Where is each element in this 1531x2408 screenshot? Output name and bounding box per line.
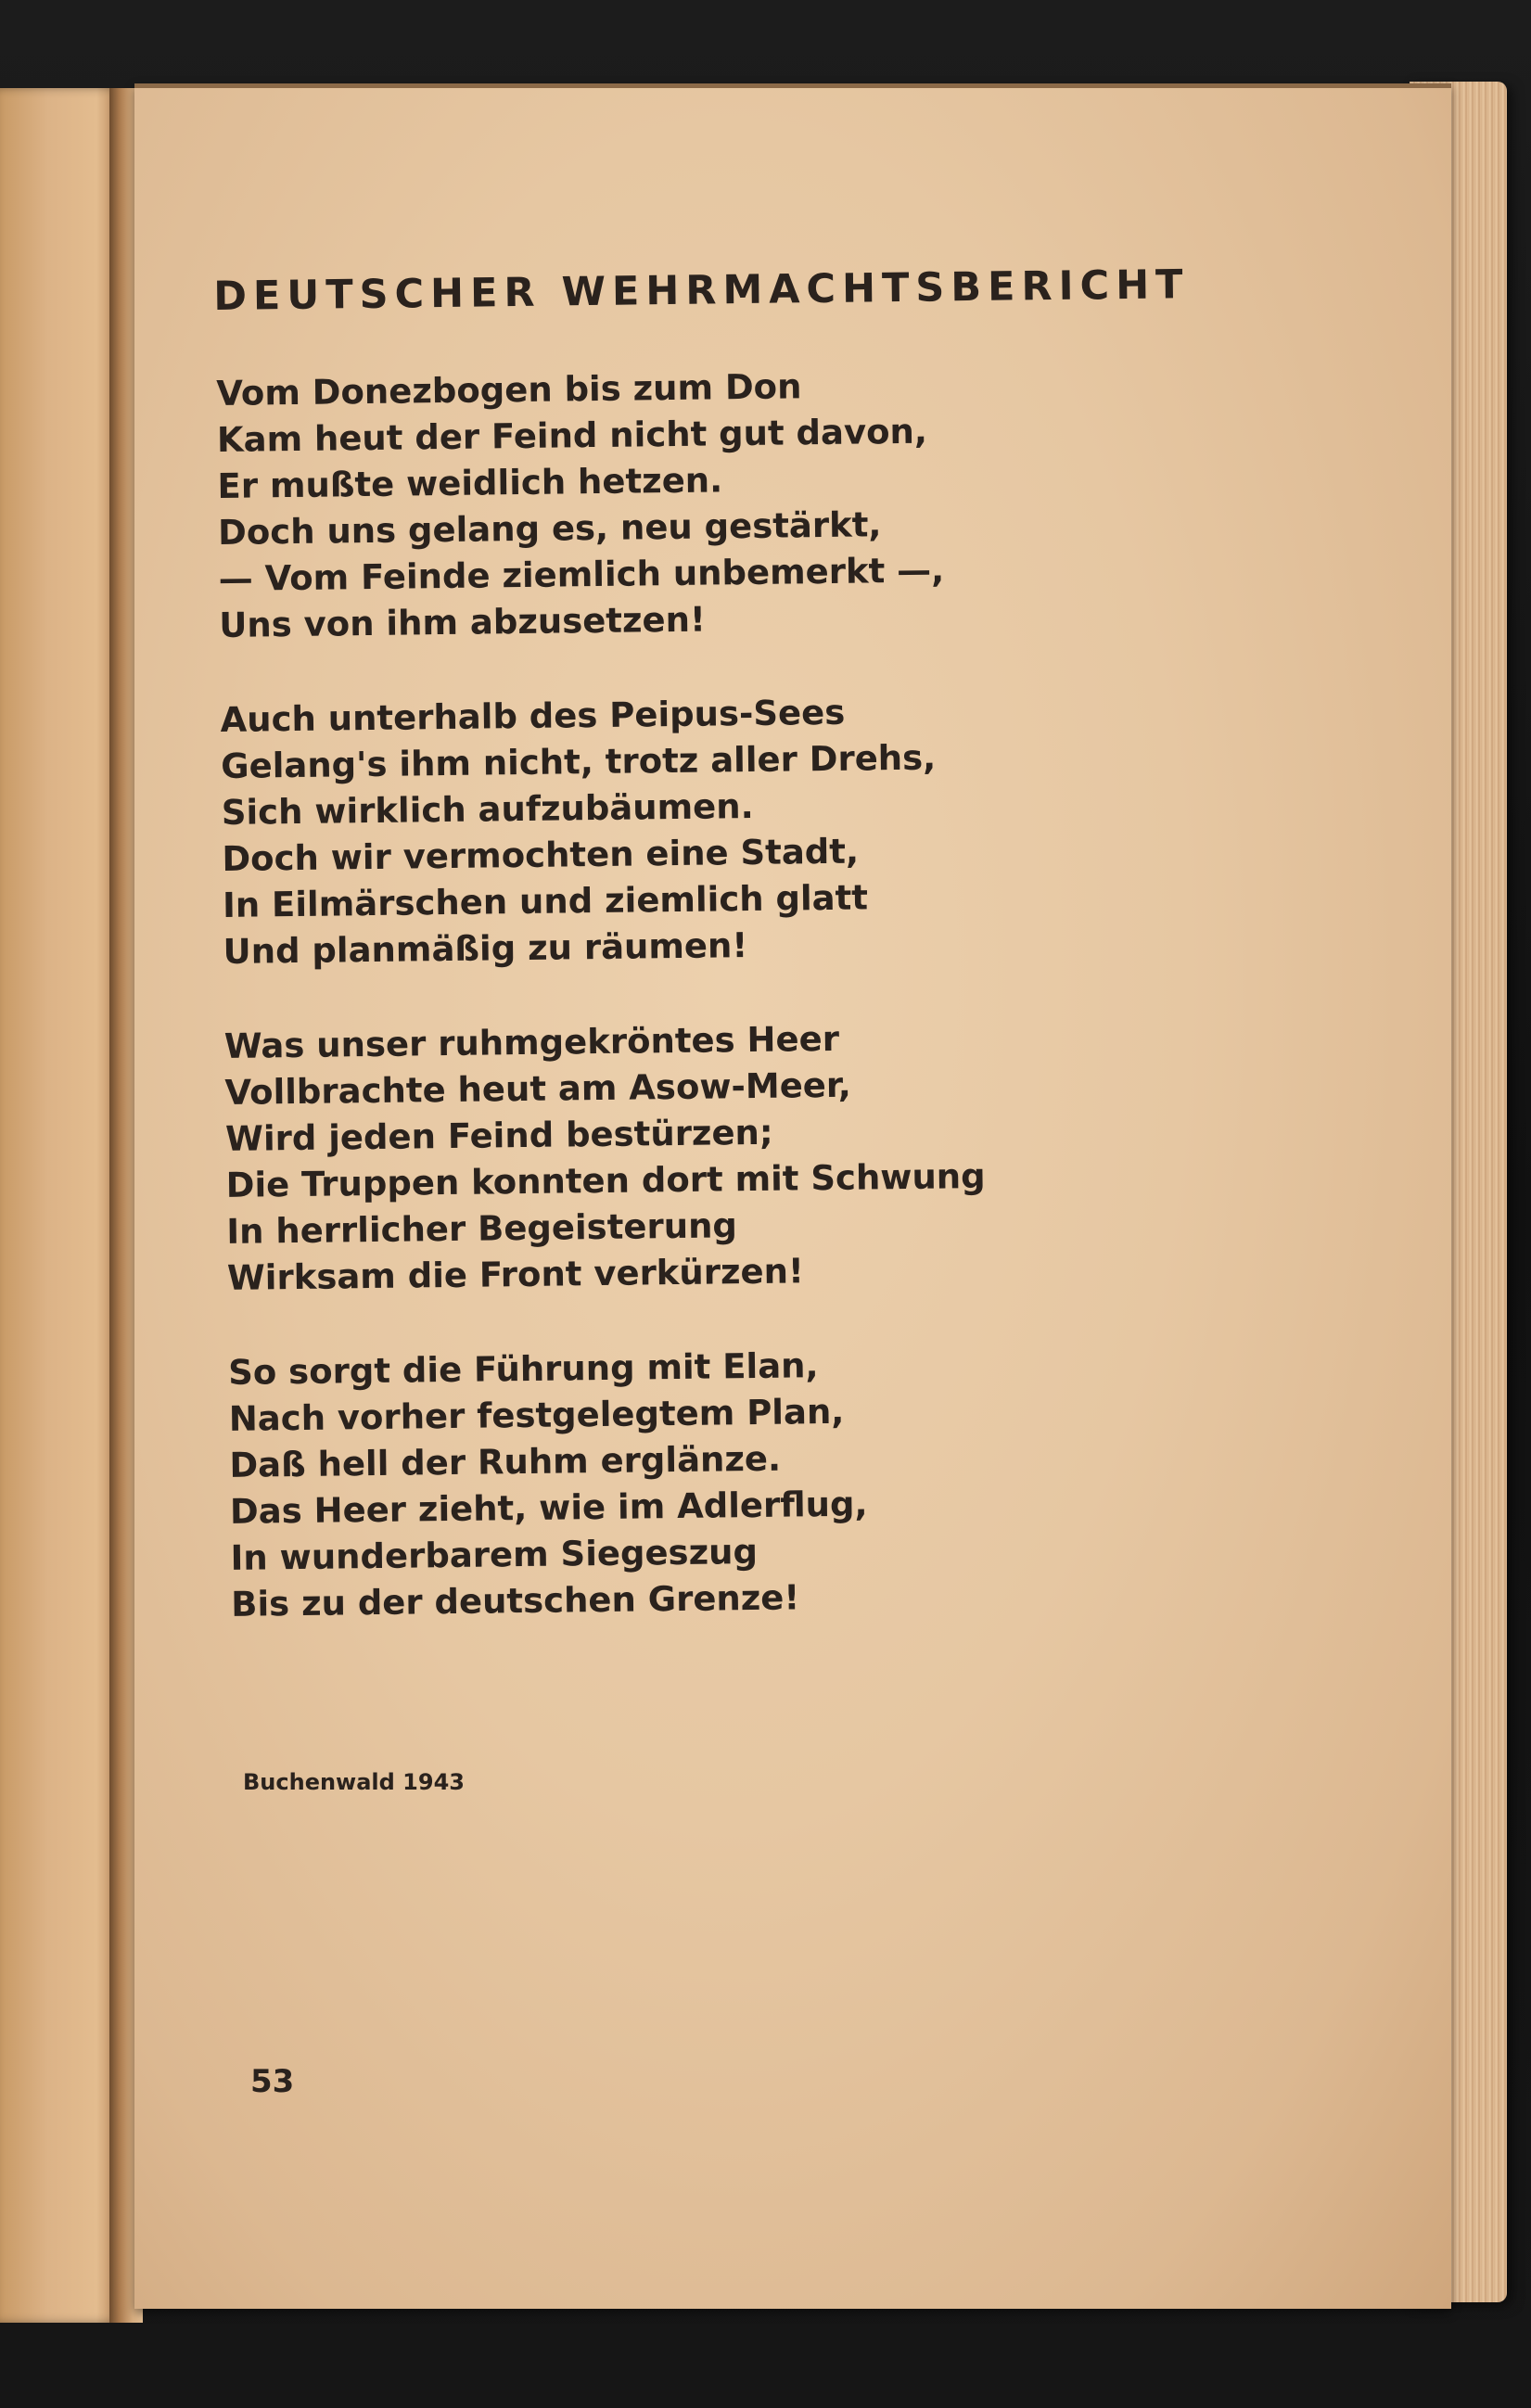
poem-line: Wird jeden Feind bestürzen; <box>224 1112 773 1159</box>
poem-line: Vom Donezbogen bis zum Don <box>216 366 802 414</box>
poem-line: Er mußte weidlich hetzen. <box>217 460 723 506</box>
poem-line: Und planmäßig zu räumen! <box>223 925 748 972</box>
stanza-4 <box>228 1336 1345 1628</box>
poem-title: DEUTSCHER WEHRMACHTSBERICHT <box>213 261 1190 320</box>
poem-line: In Eilmärschen und ziemlich glatt <box>222 877 869 925</box>
poem-line: Uns von ihm abzusetzen! <box>219 599 707 645</box>
poem-line: Gelang's ihm nicht, trotz aller Drehs, <box>220 737 937 786</box>
poem-line: Daß hell der Ruhm erglänze. <box>229 1438 782 1485</box>
poem-line: In wunderbarem Siegeszug <box>230 1531 759 1578</box>
page-number: 53 <box>250 2063 295 2100</box>
poem-line: Auch unterhalb des Peipus-Sees <box>220 692 846 740</box>
book-page <box>134 83 1451 2309</box>
poem-line: Doch uns gelang es, neu gestärkt, <box>217 504 882 553</box>
poem-line: Bis zu der deutschen Grenze! <box>230 1577 800 1624</box>
poem-line: So sorgt die Führung mit Elan, <box>227 1345 819 1393</box>
stanza-3 <box>224 1010 1341 1302</box>
poem-line: Das Heer zieht, wie im Adlerflug, <box>229 1484 868 1532</box>
poem-signature: Buchenwald 1943 <box>243 1769 465 1795</box>
poem-line: Kam heut der Feind nicht gut davon, <box>216 411 928 460</box>
stanza-2 <box>220 683 1336 975</box>
poem-line: Sich wirklich aufzubäumen. <box>221 785 754 833</box>
poem-line: Die Truppen konnten dort mit Schwung <box>225 1155 986 1205</box>
poem-line: Wirksam die Front verkürzen! <box>226 1251 805 1298</box>
stanza-1 <box>216 357 1333 649</box>
poem-line: Vollbrachte heut am Asow-Meer, <box>224 1064 852 1113</box>
left-page-edge <box>0 88 121 2323</box>
poem-line: Was unser ruhmgekröntes Heer <box>223 1018 840 1066</box>
poem-body <box>216 357 1345 1676</box>
poem-line: — Vom Feinde ziemlich unbemerkt —, <box>218 550 945 599</box>
poem-line: Nach vorher festgelegtem Plan, <box>228 1391 845 1439</box>
poem-line: Doch wir vermochten eine Stadt, <box>222 831 860 879</box>
poem-line: In herrlicher Begeisterung <box>226 1205 738 1252</box>
